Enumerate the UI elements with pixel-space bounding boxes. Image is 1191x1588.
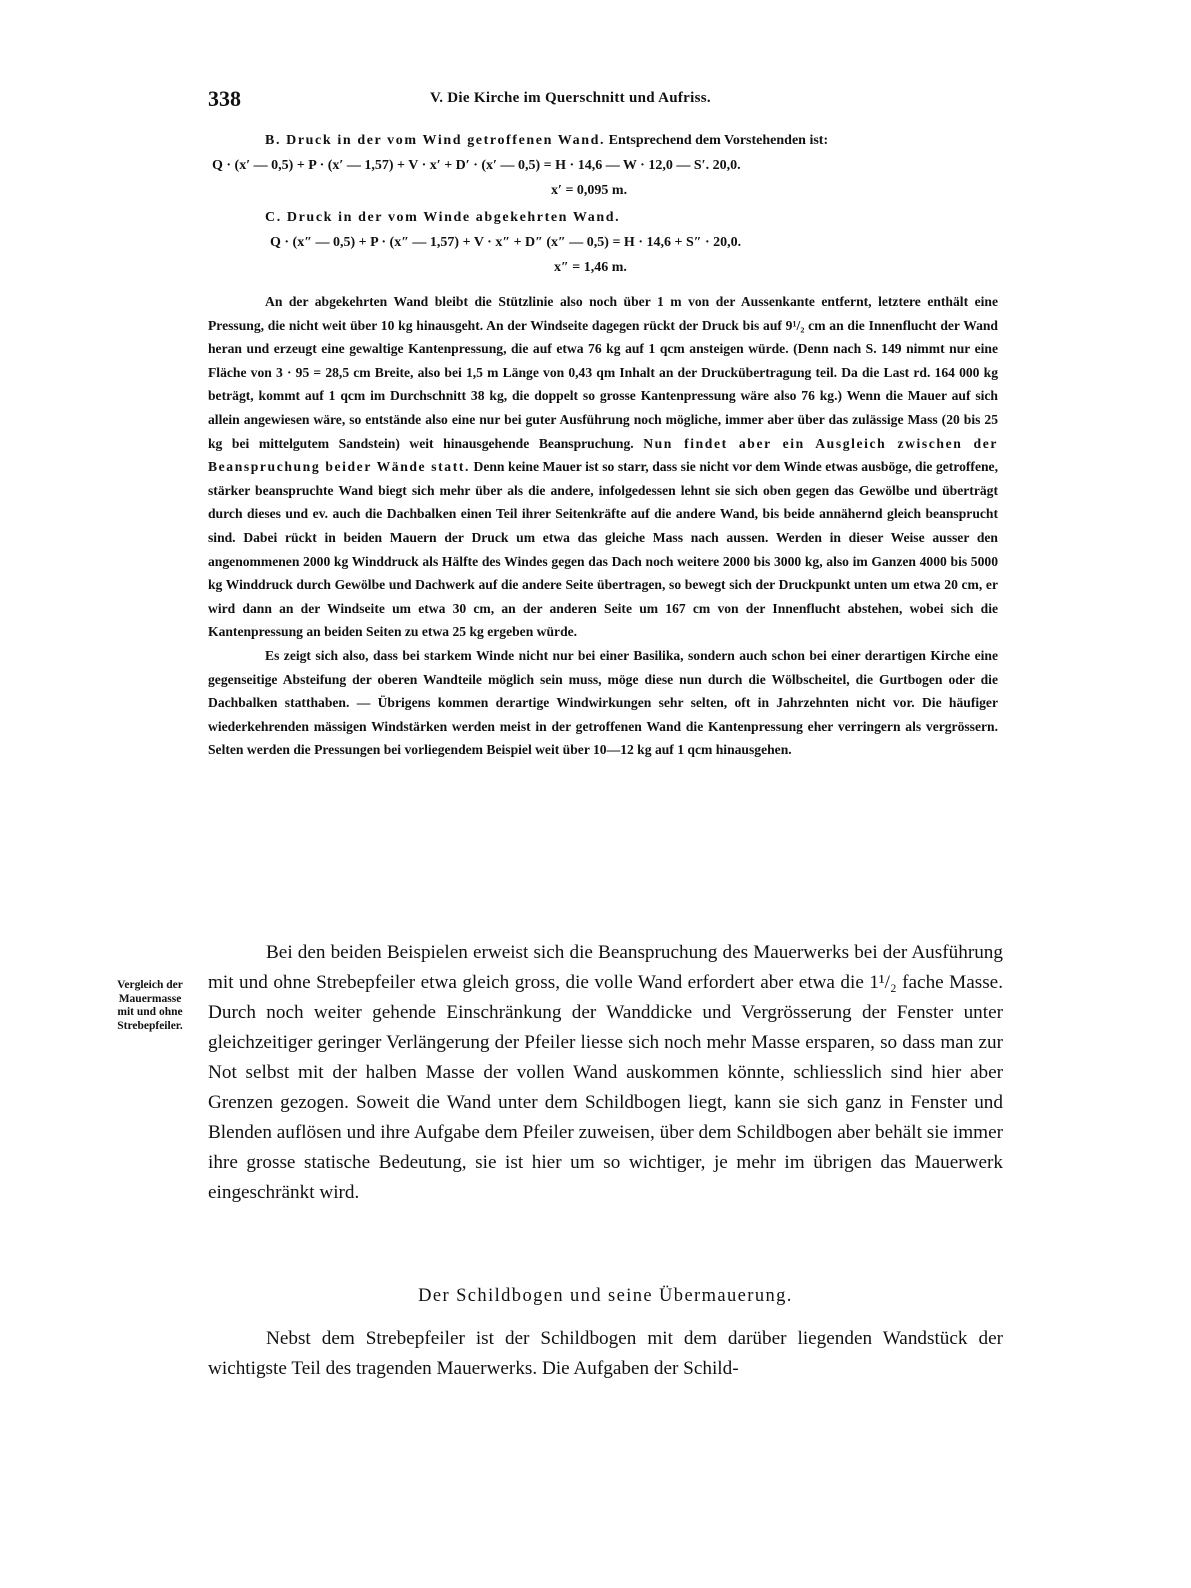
- paragraph-3: Bei den beiden Beispielen erweist sich die Beanspruchung des Mauerwerks bei der Ausführung mit und ohne Strebepfeiler etwa gleich gross, die volle Wand erfordert aber etwa die 1¹/₂ fache Masse. Durch noch weiter gehende Einschränkung der Wanddicke und Vergrösserung der Fenster unter gleichzeitiger geringer Verlängerung der Pfeiler liesse sich noch mehr Masse ersparen, so dass man zur Not selbst mit der halben Masse der vollen Wand auskommen könnte, schliesslich sind hier aber Grenzen gezogen. Soweit die Wand unter dem Schildbogen liegt, kann sie sich ganz in Fenster und Blenden auflösen und ihre Aufgabe dem Pfeiler zuweisen, über dem Schildbogen aber behält sie immer ihre grosse statische Bedeutung, sie ist hier um so wichtiger, je mehr im übrigen das Mauerwerk eingeschränkt wird.: [208, 942, 1003, 1203]
- main-body: [208, 938, 1003, 1208]
- main-body-2: [208, 1324, 1003, 1384]
- paragraph-1: [208, 290, 998, 644]
- running-head: V. Die Kirche im Querschnitt und Aufriss.: [430, 90, 711, 106]
- small-print-body: [208, 290, 998, 762]
- section-c-equation: Q · (x″ — 0,5) + P · (x″ — 1,57) + V · x″ + D″ (x″ — 0,5) = H · 14,6 + S″ · 20,0.: [270, 235, 742, 250]
- margin-note: Vergleich der Mauermasse mit und ohne Strebepfeiler.: [117, 979, 183, 1032]
- paragraph-4: Nebst dem Strebepfeiler ist der Schildbogen mit dem darüber liegenden Wandstück der wichtigste Teil des tragenden Mauerwerks. Die Aufgaben der Schild-: [208, 1328, 1003, 1379]
- section-c-title: C. Druck in der vom Winde abgekehrten Wand.: [265, 210, 621, 225]
- section-heading: Der Schildbogen und seine Übermauerung.: [418, 1286, 793, 1306]
- paragraph-2: Es zeigt sich also, dass bei starkem Winde nicht nur bei einer Basilika, sondern auch schon bei einer derartigen Kirche eine gegenseitige Absteifung der oberen Wandteile möglich sein muss, möge diese nun durch die Wölbscheitel, die Gurtbogen oder die Dachbalken statthaben. — Übrigens kommen derartige Windwirkungen sehr selten, oft in Jahrzehnten nicht vor. Die häufiger wiederkehrenden mässigen Windstärken werden meist in der getroffenen Wand die Kantenpressung eher verringern als vergrössern. Selten werden die Pressungen bei vorliegendem Beispiel weit über 10—12 kg auf 1 qcm hinausgehen.: [208, 647, 998, 758]
- page-number: 338: [208, 86, 241, 111]
- section-b-title-tail: Entsprechend dem Vorstehenden ist:: [608, 133, 829, 148]
- paragraph-1-emphasis: Nun findet aber ein Ausgleich zwischen der Beanspruchung beider Wände statt.: [208, 435, 998, 475]
- section-b-result: x′ = 0,095 m.: [551, 183, 628, 198]
- page-header: [208, 86, 998, 112]
- section-b-title: B. Druck in der vom Wind getroffenen Wand.: [265, 133, 606, 148]
- section-b-equation: Q · (x′ — 0,5) + P · (x′ — 1,57) + V · x′ + D′ · (x′ — 0,5) = H · 14,6 — W · 12,0 — S′. 20,0.: [212, 158, 741, 173]
- section-b-title-line: [265, 133, 828, 149]
- paragraph-1-part-1: An der abgekehrten Wand bleibt die Stützlinie also noch über 1 m von der Aussenkante entfernt, letztere enthält eine Pressung, die nicht weit über 10 kg hinausgeht. An der Windseite dagegen rückt der Druck bis auf 9¹/₂ cm an die Innenflucht der Wand heran und erzeugt eine gewaltige Kantenpressung, die auf etwa 76 kg auf 1 qcm ansteigen würde. (Denn nach S. 149 nimmt nur eine Fläche von 3 · 95 = 28,5 cm Breite, also bei 1,5 m Länge von 0,43 qm Inhalt an der Druckübertragung teil. Da die Last rd. 164 000 kg beträgt, kommt auf 1 qcm im Durchschnitt 38 kg, die doppelt so grosse Kantenpressung wäre also 76 kg.) Wenn die Mauer auf sich allein angewiesen wäre, so entstände also eine nur bei guter Ausführung noch mögliche, immer aber über das zulässige Mass (20 bis 25 kg bei mittelgutem Sandstein) weit hinausgehende Beanspruchung.: [208, 294, 998, 451]
- section-c-title-line: [265, 210, 620, 226]
- section-c-result: x″ = 1,46 m.: [554, 260, 627, 275]
- paragraph-1-part-2: Denn keine Mauer ist so starr, dass sie nicht vor dem Winde etwas ausböge, die getroffene, stärker beanspruchte Wand biegt sich mehr über als die andere, infolgedessen lehnt sie sich oben gegen das Gewölbe und überträgt durch dieses und ev. auch die Dachbalken einen Teil ihrer Seitenkräfte auf die andere Wand, bis beide annähernd gleich beansprucht sind. Dabei rückt in beiden Mauern der Druck um etwa das gleiche Mass nach aussen. Werden in dieser Weise ausser den angenommenen 2000 kg Winddruck als Hälfte des Windes gegen das Dach noch weitere 2000 bis 3000 kg, also im Ganzen 4000 bis 5000 kg Winddruck durch Gewölbe und Dachwerk auf die andere Seite übertragen, so bewegt sich der Druckpunkt unten um etwa 20 cm, er wird dann an der Windseite um etwa 30 cm, an der anderen Seite um 167 cm von der Innenflucht abstehen, wobei sich die Kantenpressung an beiden Seiten zu etwa 25 kg ergeben würde.: [208, 459, 998, 640]
